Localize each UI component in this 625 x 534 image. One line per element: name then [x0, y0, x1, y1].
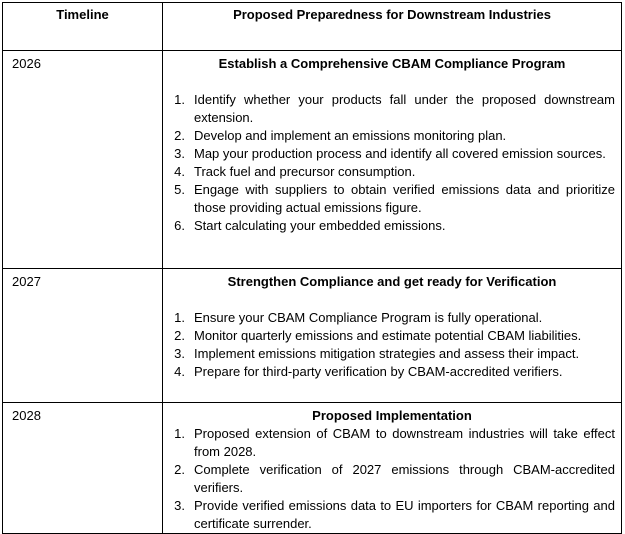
section-title: Proposed Implementation: [312, 408, 472, 423]
list-item: [169, 163, 615, 181]
item-number: 6.: [174, 218, 185, 233]
content-cell: [163, 51, 622, 269]
item-number: 2.: [174, 462, 185, 477]
section-title: Strengthen Compliance and get ready for Verification: [227, 274, 557, 289]
list-item: [169, 145, 615, 163]
item-text: Complete verification of 2027 emissions through CBAM-accredited verifiers.: [194, 462, 615, 495]
action-list: [169, 309, 615, 381]
item-text: Prepare for third-party verification by CBAM-accredited verifiers.: [194, 364, 563, 379]
item-number: 1.: [174, 426, 185, 441]
list-item: [169, 91, 615, 127]
list-item: [169, 345, 615, 363]
list-item: [169, 327, 615, 345]
list-item: [169, 461, 615, 497]
item-number: 1.: [174, 92, 185, 107]
action-list: [169, 425, 615, 533]
content-cell: [163, 403, 622, 534]
list-item: [169, 425, 615, 461]
item-text: Track fuel and precursor consumption.: [194, 164, 416, 179]
item-number: 2.: [174, 128, 185, 143]
year-cell: 2027: [3, 269, 163, 403]
item-text: Provide verified emissions data to EU importers for CBAM reporting and certificate surrender.: [194, 498, 615, 531]
item-text: Ensure your CBAM Compliance Program is fully operational.: [194, 310, 543, 325]
item-number: 3.: [174, 498, 185, 513]
content-cell: [163, 269, 622, 403]
action-list: [169, 91, 615, 235]
item-number: 3.: [174, 146, 185, 161]
item-text: Start calculating your embedded emissions.: [194, 218, 446, 233]
item-text: Engage with suppliers to obtain verified emissions data and prioritize those providing actual emissions figure.: [194, 182, 615, 215]
table-row: [3, 269, 622, 403]
header-row: [3, 3, 622, 51]
list-item: [169, 363, 615, 381]
header-timeline: Timeline: [3, 3, 163, 51]
item-number: 2.: [174, 328, 185, 343]
item-text: Implement emissions mitigation strategies and assess their impact.: [194, 346, 580, 361]
document-body: [2, 2, 622, 534]
item-number: 4.: [174, 164, 185, 179]
item-text: Identify whether your products fall under the proposed downstream extension.: [194, 92, 615, 125]
header-preparedness: Proposed Preparedness for Downstream Industries: [163, 3, 622, 51]
list-item: [169, 497, 615, 533]
item-number: 4.: [174, 364, 185, 379]
list-item: [169, 181, 615, 217]
section-title: Establish a Comprehensive CBAM Compliance Program: [218, 56, 566, 71]
item-text: Proposed extension of CBAM to downstream industries will take effect from 2028.: [194, 426, 615, 459]
year-cell: 2026: [3, 51, 163, 269]
year-cell: 2028: [3, 403, 163, 534]
item-text: Monitor quarterly emissions and estimate potential CBAM liabilities.: [194, 328, 582, 343]
item-text: Map your production process and identify all covered emission sources.: [194, 146, 606, 161]
item-number: 5.: [174, 182, 185, 197]
table-row: [3, 403, 622, 534]
item-text: Develop and implement an emissions monitoring plan.: [194, 128, 507, 143]
list-item: [169, 217, 615, 235]
list-item: [169, 127, 615, 145]
item-number: 1.: [174, 310, 185, 325]
table-row: [3, 51, 622, 269]
list-item: [169, 309, 615, 327]
preparedness-table: [2, 2, 622, 534]
item-number: 3.: [174, 346, 185, 361]
